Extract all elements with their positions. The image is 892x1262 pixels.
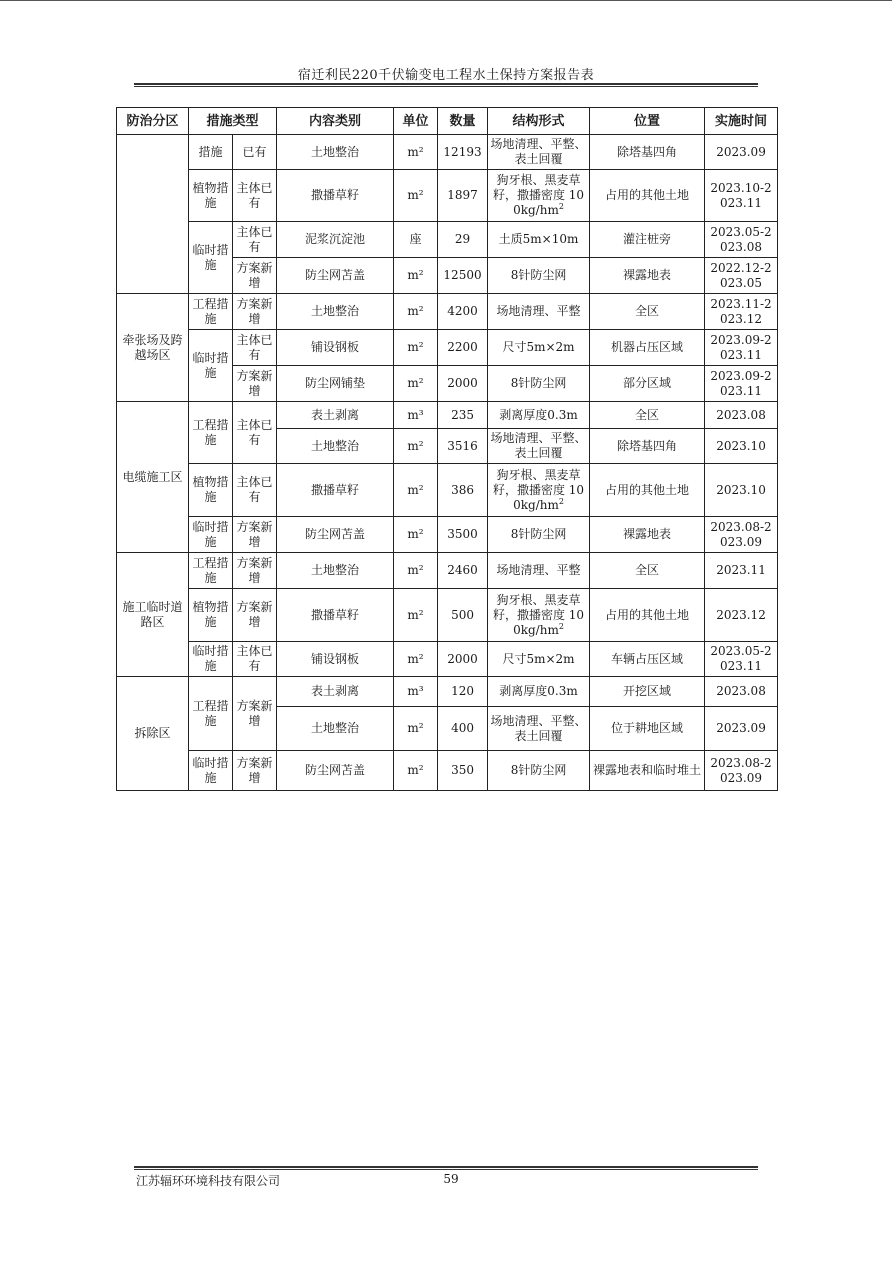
- quantity-cell: 1897: [438, 170, 488, 222]
- unit-cell: m²: [394, 642, 438, 677]
- structure-cell: 8针防尘网: [488, 751, 590, 791]
- col-header-location: 位置: [590, 108, 705, 135]
- structure-superscript: 2: [558, 621, 564, 631]
- measure-source-cell: 方案新增: [233, 751, 277, 791]
- quantity-cell: 2200: [438, 330, 488, 366]
- measure-source-cell: 主体已有: [233, 464, 277, 517]
- unit-cell: m²: [394, 135, 438, 170]
- structure-superscript: 2: [558, 202, 564, 211]
- content-cell: 防尘网苫盖: [277, 258, 394, 294]
- quantity-cell: 12500: [438, 258, 488, 294]
- table-row: [117, 677, 778, 707]
- location-cell: 全区: [590, 553, 705, 589]
- structure-text: 狗牙根、黑麦草籽，撒播密度 100kg/hm: [492, 592, 585, 637]
- unit-cell: m²: [394, 366, 438, 402]
- structure-cell: 8针防尘网: [488, 517, 590, 553]
- structure-superscript: 2: [558, 496, 564, 506]
- table-row: [117, 589, 778, 642]
- table-row: [117, 402, 778, 429]
- time-cell: 2023.09: [705, 707, 778, 751]
- location-cell: 裸露地表: [590, 258, 705, 294]
- structure-cell: [488, 589, 590, 642]
- structure-text: 狗牙根、黑麦草籽，撒播密度 100kg/hm: [492, 467, 585, 512]
- quantity-cell: 2460: [438, 553, 488, 589]
- unit-cell: m²: [394, 517, 438, 553]
- measure-type-cell: 临时措施: [189, 330, 233, 402]
- unit-cell: m²: [394, 294, 438, 330]
- structure-cell: 8针防尘网: [488, 258, 590, 294]
- time-cell: 2023.10: [705, 429, 778, 464]
- zone-cell: 施工临时道路区: [117, 553, 189, 677]
- time-cell: 2023.08: [705, 677, 778, 707]
- measure-type-cell: 工程措施: [189, 402, 233, 464]
- quantity-cell: 350: [438, 751, 488, 791]
- time-cell: 2023.09: [705, 135, 778, 170]
- structure-cell: 土质5m×10m: [488, 222, 590, 258]
- unit-cell: m²: [394, 707, 438, 751]
- unit-cell: m²: [394, 751, 438, 791]
- unit-cell: m³: [394, 677, 438, 707]
- time-cell: 2023.08: [705, 402, 778, 429]
- measure-source-cell: 方案新增: [233, 589, 277, 642]
- measure-source-cell: 方案新增: [233, 258, 277, 294]
- location-cell: 位于耕地区域: [590, 707, 705, 751]
- col-header-measure-type: 措施类型: [189, 108, 277, 135]
- content-cell: 土地整治: [277, 429, 394, 464]
- location-cell: 除塔基四角: [590, 429, 705, 464]
- quantity-cell: 12193: [438, 135, 488, 170]
- measure-source-cell: 主体已有: [233, 330, 277, 366]
- measure-type-cell: 工程措施: [189, 553, 233, 589]
- content-cell: 表土剥离: [277, 677, 394, 707]
- quantity-cell: 120: [438, 677, 488, 707]
- measure-source-cell: 方案新增: [233, 294, 277, 330]
- page-number: 59: [443, 1172, 459, 1186]
- footer-rule-thin: [134, 1169, 758, 1170]
- quantity-cell: 4200: [438, 294, 488, 330]
- table-row: [117, 553, 778, 589]
- measure-type-cell: 植物措施: [189, 464, 233, 517]
- col-header-unit: 单位: [394, 108, 438, 135]
- time-cell: 2023.09-2023.11: [705, 330, 778, 366]
- col-header-quantity: 数量: [438, 108, 488, 135]
- structure-cell: 场地清理、平整、表土回覆: [488, 707, 590, 751]
- structure-cell: [488, 464, 590, 517]
- time-cell: 2023.05-2023.08: [705, 222, 778, 258]
- time-cell: 2023.08-2023.09: [705, 751, 778, 791]
- content-cell: 铺设钢板: [277, 642, 394, 677]
- measure-source-cell: 主体已有: [233, 402, 277, 464]
- page-header-title: 宿迁利民220千伏输变电工程水土保持方案报告表: [297, 68, 595, 83]
- location-cell: 占用的其他土地: [590, 170, 705, 222]
- content-cell: 泥浆沉淀池: [277, 222, 394, 258]
- location-cell: 开挖区域: [590, 677, 705, 707]
- content-cell: 撒播草籽: [277, 170, 394, 222]
- content-cell: 土地整治: [277, 707, 394, 751]
- location-cell: 车辆占压区域: [590, 642, 705, 677]
- soil-conservation-measures-table: [116, 107, 778, 791]
- col-header-zone: 防治分区: [117, 108, 189, 135]
- content-cell: 防尘网铺垫: [277, 366, 394, 402]
- table-row: [117, 642, 778, 677]
- header-rule: [134, 83, 758, 85]
- time-cell: 2023.11: [705, 553, 778, 589]
- content-cell: 铺设钢板: [277, 330, 394, 366]
- measure-source-cell: 方案新增: [233, 366, 277, 402]
- location-cell: 占用的其他土地: [590, 589, 705, 642]
- location-cell: 裸露地表: [590, 517, 705, 553]
- measure-source-cell: 主体已有: [233, 170, 277, 222]
- structure-cell: 尺寸5m×2m: [488, 642, 590, 677]
- quantity-cell: 2000: [438, 366, 488, 402]
- unit-cell: m²: [394, 170, 438, 222]
- zone-cell: 电缆施工区: [117, 402, 189, 553]
- measure-type-cell: 植物措施: [189, 589, 233, 642]
- structure-cell: 剥离厚度0.3m: [488, 402, 590, 429]
- quantity-cell: 500: [438, 589, 488, 642]
- zone-cell: [117, 135, 189, 294]
- unit-cell: 座: [394, 222, 438, 258]
- structure-cell: 场地清理、平整: [488, 553, 590, 589]
- content-cell: 撒播草籽: [277, 464, 394, 517]
- measure-source-cell: 主体已有: [233, 222, 277, 258]
- content-cell: 土地整治: [277, 135, 394, 170]
- quantity-cell: 29: [438, 222, 488, 258]
- quantity-cell: 386: [438, 464, 488, 517]
- measure-type-cell: 植物措施: [189, 170, 233, 222]
- measure-type-cell: 工程措施: [189, 677, 233, 751]
- footer-rule: [134, 1166, 758, 1168]
- table-row: [117, 464, 778, 517]
- unit-cell: m³: [394, 402, 438, 429]
- quantity-cell: 3516: [438, 429, 488, 464]
- zone-cell: 拆除区: [117, 677, 189, 791]
- time-cell: 2023.08-2023.09: [705, 517, 778, 553]
- measure-type-cell: 措施: [189, 135, 233, 170]
- content-cell: 防尘网苫盖: [277, 517, 394, 553]
- location-cell: 机器占压区域: [590, 330, 705, 366]
- table-row: [117, 135, 778, 170]
- location-cell: 灌注桩旁: [590, 222, 705, 258]
- table-row: [117, 751, 778, 791]
- quantity-cell: 3500: [438, 517, 488, 553]
- measure-source-cell: 方案新增: [233, 677, 277, 751]
- table-header-row: [117, 108, 778, 135]
- measure-source-cell: 主体已有: [233, 642, 277, 677]
- content-cell: 防尘网苫盖: [277, 751, 394, 791]
- structure-text: 狗牙根、黑麦草籽，撒播密度 100kg/hm: [492, 173, 585, 217]
- structure-cell: 尺寸5m×2m: [488, 330, 590, 366]
- unit-cell: m²: [394, 258, 438, 294]
- quantity-cell: 400: [438, 707, 488, 751]
- quantity-cell: 235: [438, 402, 488, 429]
- measure-source-cell: 方案新增: [233, 517, 277, 553]
- unit-cell: m²: [394, 330, 438, 366]
- time-cell: 2023.11-2023.12: [705, 294, 778, 330]
- time-cell: 2022.12-2023.05: [705, 258, 778, 294]
- location-cell: 部分区域: [590, 366, 705, 402]
- structure-cell: [488, 170, 590, 222]
- content-cell: 表土剥离: [277, 402, 394, 429]
- footer-company-name: 江苏辐环环境科技有限公司: [136, 1174, 281, 1188]
- measure-type-cell: 临时措施: [189, 517, 233, 553]
- quantity-cell: 2000: [438, 642, 488, 677]
- measure-type-cell: 工程措施: [189, 294, 233, 330]
- time-cell: 2023.10: [705, 464, 778, 517]
- time-cell: 2023.12: [705, 589, 778, 642]
- content-cell: 土地整治: [277, 553, 394, 589]
- measure-type-cell: 临时措施: [189, 222, 233, 294]
- structure-cell: 8针防尘网: [488, 366, 590, 402]
- unit-cell: m²: [394, 589, 438, 642]
- time-cell: 2023.09-2023.11: [705, 366, 778, 402]
- location-cell: 全区: [590, 294, 705, 330]
- table-row: [117, 222, 778, 258]
- header-rule-thin: [134, 86, 758, 87]
- location-cell: 全区: [590, 402, 705, 429]
- structure-cell: 场地清理、平整: [488, 294, 590, 330]
- location-cell: 占用的其他土地: [590, 464, 705, 517]
- content-cell: 土地整治: [277, 294, 394, 330]
- location-cell: 裸露地表和临时堆土: [590, 751, 705, 791]
- table-row: [117, 330, 778, 366]
- time-cell: 2023.05-2023.11: [705, 642, 778, 677]
- measure-type-cell: 临时措施: [189, 642, 233, 677]
- unit-cell: m²: [394, 429, 438, 464]
- col-header-structure: 结构形式: [488, 108, 590, 135]
- unit-cell: m²: [394, 464, 438, 517]
- structure-cell: 场地清理、平整、表土回覆: [488, 429, 590, 464]
- table-row: [117, 170, 778, 222]
- measure-source-cell: 已有: [233, 135, 277, 170]
- measure-type-cell: 临时措施: [189, 751, 233, 791]
- table-row: [117, 517, 778, 553]
- col-header-time: 实施时间: [705, 108, 778, 135]
- location-cell: 除塔基四角: [590, 135, 705, 170]
- zone-cell: 牵张场及跨越场区: [117, 294, 189, 402]
- structure-cell: 场地清理、平整、表土回覆: [488, 135, 590, 170]
- content-cell: 撒播草籽: [277, 589, 394, 642]
- unit-cell: m²: [394, 553, 438, 589]
- structure-cell: 剥离厚度0.3m: [488, 677, 590, 707]
- table-row: [117, 294, 778, 330]
- page-top-rule: [0, 0, 892, 1]
- col-header-content: 内容类别: [277, 108, 394, 135]
- time-cell: 2023.10-2023.11: [705, 170, 778, 222]
- measure-source-cell: 方案新增: [233, 553, 277, 589]
